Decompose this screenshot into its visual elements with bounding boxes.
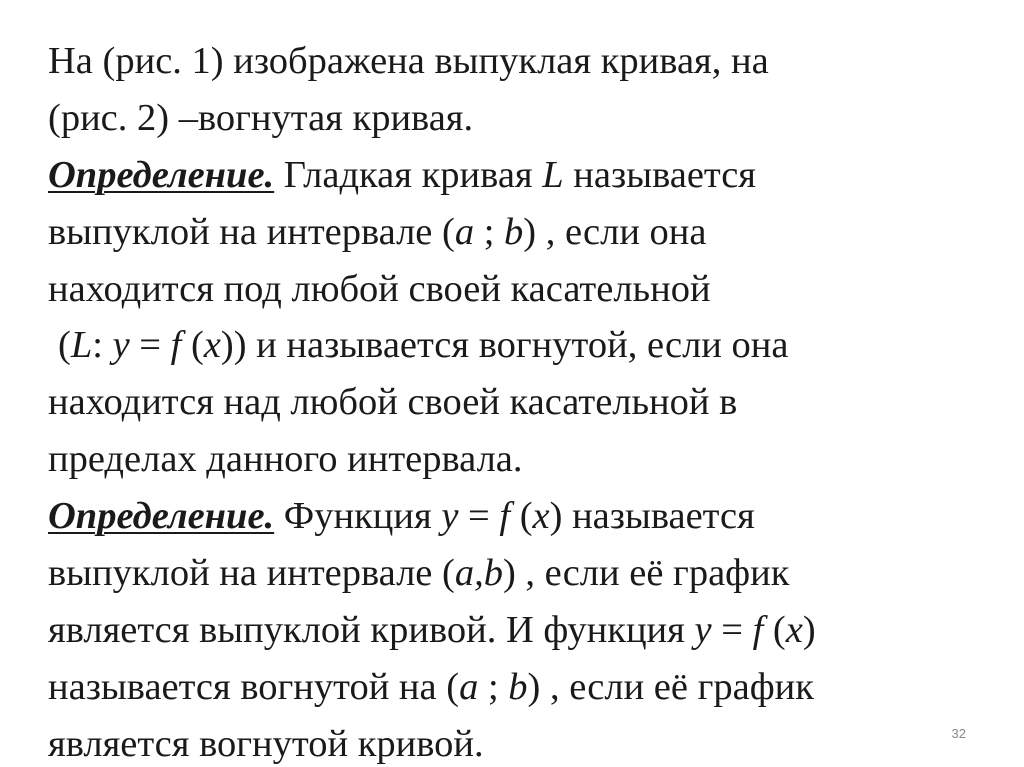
line-text: ( (510, 495, 533, 538)
line-text: является выпуклой кривой. И функция (48, 608, 695, 651)
line-text: находится над любой своей касательной в (48, 381, 738, 424)
math-symbol: a,b (454, 552, 503, 595)
line-text: Функция (274, 495, 442, 538)
text-line (48, 602, 1008, 659)
math-symbol: x (532, 495, 550, 538)
line-text: ) называется (549, 495, 755, 538)
math-symbol: b (508, 665, 528, 708)
page-number: 32 (951, 726, 966, 741)
math-symbol: L (70, 324, 93, 367)
line-text: пределах данного интервала. (48, 438, 523, 481)
math-operator: = (711, 608, 753, 651)
line-text: находится под любой своей касательной (48, 267, 711, 310)
text-line (48, 204, 1008, 261)
line-text: ) , если её график (527, 665, 814, 708)
math-symbol: a (454, 210, 475, 253)
line-text: ) , если она (523, 210, 707, 253)
line-text: ; (474, 210, 505, 253)
math-symbol: f (170, 324, 182, 367)
definition-term: Определение. (48, 495, 275, 538)
text-line (48, 261, 1008, 318)
text-line (48, 431, 1008, 488)
definition-1-line (48, 147, 1008, 204)
math-symbol: b (504, 210, 524, 253)
line-text: ( (763, 608, 786, 651)
line-text: ( (58, 324, 71, 367)
line-text: )) и называется вогнутой, если она (220, 324, 789, 367)
math-operator: = (458, 495, 500, 538)
line-text: выпуклой на интервале ( (48, 552, 455, 595)
line-text: называется вогнутой на ( (48, 665, 460, 708)
math-symbol: f (752, 608, 764, 651)
math-symbol: y (694, 608, 712, 651)
slide-body (48, 33, 1008, 767)
math-symbol: x (203, 324, 221, 367)
line-text: Гладкая кривая (274, 153, 543, 196)
line-text: ) (802, 608, 816, 651)
math-symbol: L (542, 153, 564, 196)
line-text: ) , если её график (502, 552, 790, 595)
line-text: выпуклой на интервале ( (48, 210, 455, 253)
text-line (48, 374, 1008, 431)
text-line (48, 317, 1008, 374)
line-text: : (92, 324, 113, 367)
line-text: ; (478, 665, 509, 708)
math-symbol: x (785, 608, 803, 651)
math-operator: = (129, 324, 171, 367)
line-text: ( (181, 324, 204, 367)
math-symbol: y (112, 324, 130, 367)
text-line (48, 90, 1008, 147)
definition-2-line (48, 488, 1008, 545)
math-symbol: f (499, 495, 511, 538)
math-symbol: a (459, 665, 479, 708)
text-line (48, 545, 1008, 602)
definition-term: Определение. (48, 153, 275, 196)
line-text: (рис. 2) –вогнутая кривая. (48, 96, 474, 139)
line-text: На (рис. 1) изображена выпуклая кривая, на (48, 40, 769, 82)
text-line (48, 716, 1008, 767)
text-line (48, 33, 1008, 90)
line-text: называется (563, 153, 757, 196)
text-line (48, 659, 1008, 716)
line-text: является вогнутой кривой. (48, 722, 484, 765)
math-symbol: y (441, 495, 459, 538)
